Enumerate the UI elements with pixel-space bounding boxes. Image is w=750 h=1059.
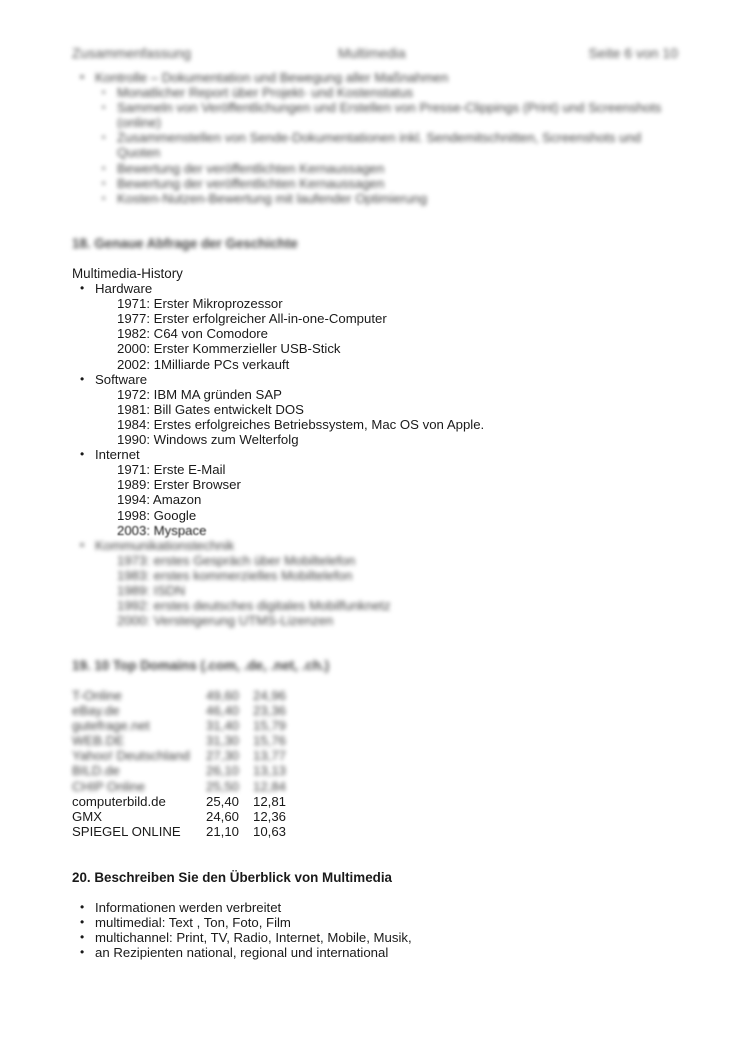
list-item: ▪ Zusammenstellen von Sende-Dokumentationen inkl. Sendemitschnitten, Screenshots und Quoten — [94, 130, 682, 160]
list-item: ▪ Monatlicher Report über Projekt- und Kostenstatus — [94, 85, 682, 100]
history-year: 2000: Versteigerung UTMS-Lizenzen — [117, 613, 334, 629]
page-header — [72, 45, 678, 65]
list-item: • an Rezipienten national, regional und international — [72, 945, 682, 960]
history-year: 1998: Google — [117, 507, 197, 523]
history-year: 1992: erstes deutsches digitales Mobilfunknetz — [117, 598, 391, 614]
table-row: SPIEGEL ONLINE 21,10 10,63 — [72, 823, 287, 839]
history-list — [72, 281, 682, 538]
list-item: ▪ Kosten-Nutzen-Bewertung mit laufender Optimierung — [94, 191, 682, 206]
history-year: 1989: ISDN — [117, 582, 186, 598]
history-year: 1973: erstes Gespräch über Mobiltelefon — [117, 552, 356, 568]
history-year: 1990: Windows zum Welterfolg — [117, 432, 299, 448]
history-year: 1981: Bill Gates entwickelt DOS — [117, 401, 304, 417]
header-center: Multimedia — [338, 45, 406, 61]
history-year: 1982: C64 von Comodore — [117, 326, 269, 342]
history-intro: Multimedia-History — [72, 266, 183, 281]
list-item: • Informationen werden verbreitet — [72, 900, 682, 915]
header-right: Seite 6 von 10 — [588, 45, 678, 61]
section-18-heading: 18. Genaue Abfrage der Geschichte — [72, 236, 298, 251]
history-group-software: • Software — [72, 372, 682, 387]
table-row: Yahoo! Deutschland 27,30 13,77 — [72, 748, 287, 764]
history-year: 1983: erstes kommerzielles Mobiltelefon — [117, 567, 353, 583]
list-item: • multimedial: Text , Ton, Foto, Film — [72, 915, 682, 930]
header-left: Zusammenfassung — [72, 45, 192, 61]
history-year: 2000: Erster Kommerzieller USB-Stick — [117, 341, 341, 357]
history-group-hardware: • Hardware — [72, 281, 682, 296]
history-list-blurred — [72, 538, 682, 629]
section-18-content — [72, 266, 682, 628]
history-group-internet: • Internet — [72, 447, 682, 462]
table-row: BILD.de 26,10 13,13 — [72, 763, 287, 779]
history-year: 1989: Erster Browser — [117, 477, 241, 493]
table-row: T-Online 49,60 24,96 — [72, 688, 287, 703]
list-item: • Kontrolle – Dokumentation und Bewegung aller Maßnahmen — [72, 70, 682, 85]
history-group-kommunikation: • Kommunikationstechnik — [72, 538, 682, 553]
section-19-heading: 19. 10 Top Domains (.com, .de, .net, .ch.) — [72, 658, 330, 673]
table-row: eBay.de 46,40 23,36 — [72, 703, 287, 719]
history-year: 2003: Myspace — [117, 522, 207, 538]
history-year: 1972: IBM MA gründen SAP — [117, 386, 282, 402]
history-year: 1984: Erstes erfolgreiches Betriebssystem, Mac OS von Apple. — [117, 416, 485, 432]
kontrolle-sublist — [94, 85, 682, 206]
section-20-content — [72, 900, 682, 960]
history-year: 1971: Erster Mikroprozessor — [117, 296, 283, 312]
section-20-heading: 20. Beschreiben Sie den Überblick von Multimedia — [72, 870, 392, 885]
history-year: 2002: 1Milliarde PCs verkauft — [117, 356, 290, 372]
kontrolle-section — [72, 70, 682, 206]
history-year: 1977: Erster erfolgreicher All-in-one-Computer — [117, 311, 387, 327]
top-domains-table — [72, 688, 682, 839]
list-item: ▪ Sammeln von Veröffentlichungen und Erstellen von Presse-Clippings (Print) und Screenshots (online) — [94, 100, 682, 130]
history-year: 1994: Amazon — [117, 492, 202, 508]
list-item: ▪ Bewertung der veröffentlichten Kernaussagen — [94, 161, 682, 176]
table-row: computerbild.de 25,40 12,81 — [72, 793, 287, 809]
list-item: ▪ Bewertung der veröffentlichten Kernaussagen — [94, 176, 682, 191]
table-row: WEB.DE 31,30 15,76 — [72, 733, 287, 749]
overview-list — [72, 900, 682, 960]
list-item: • multichannel: Print, TV, Radio, Internet, Mobile, Musik, — [72, 930, 682, 945]
table-row: gutefrage.net 31,40 15,79 — [72, 718, 287, 734]
history-year: 1971: Erste E-Mail — [117, 462, 226, 478]
table-row: CHIP Online 25,50 12,84 — [72, 778, 287, 794]
table-row: GMX 24,60 12,36 — [72, 808, 287, 824]
